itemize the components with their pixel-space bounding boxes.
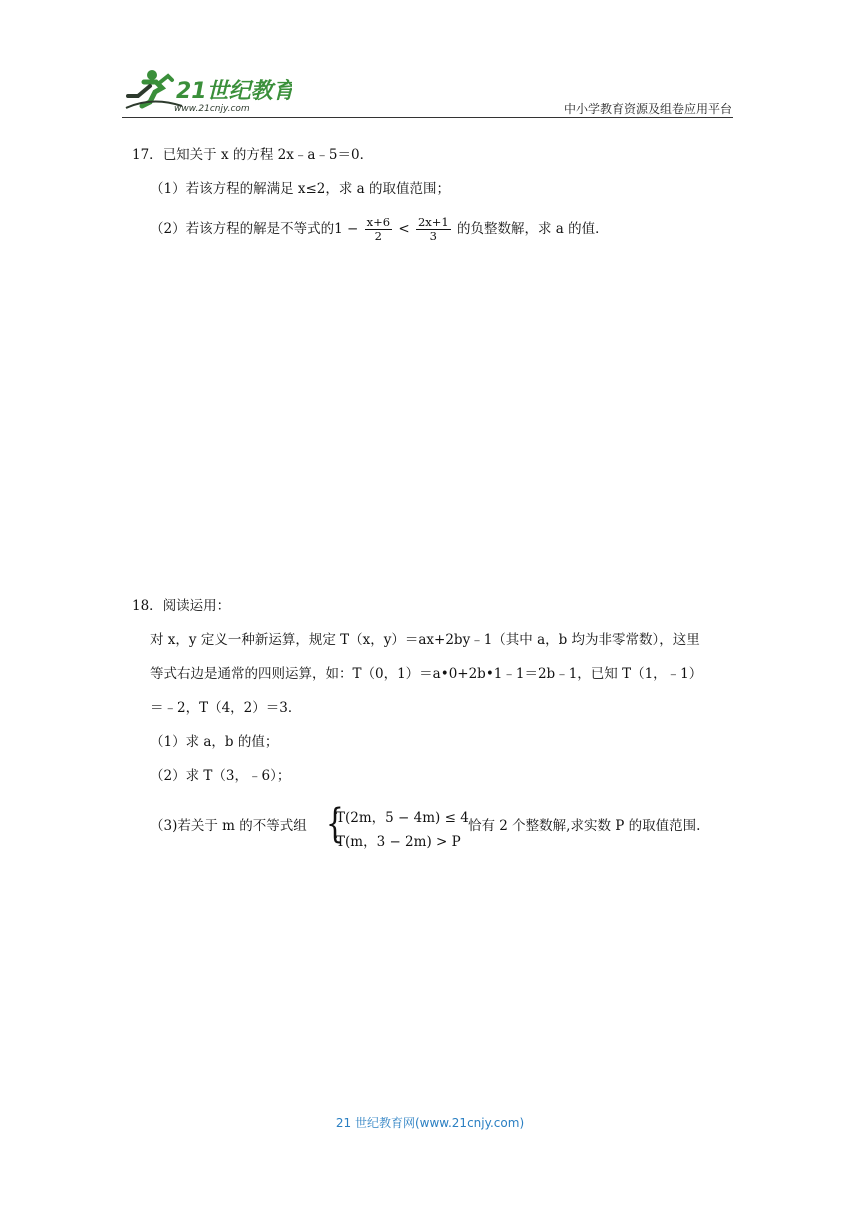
q17-stem <box>132 146 373 164</box>
q18-part2: （2）求 T（3，﹣6）； <box>150 768 291 784</box>
q18-title <box>132 597 230 615</box>
less-than-sign: < <box>398 221 410 237</box>
q18-part1: （1）求 a，b 的值； <box>150 734 279 750</box>
frac2-numerator: 2x+1 <box>417 215 449 229</box>
fraction-x-plus-6-over-2 <box>365 216 392 243</box>
system-line-1: T(2m，5 − 4m) ≤ 4 <box>336 810 469 826</box>
q17-stem-text: 已知关于 x 的方程 2x﹣a﹣5＝0． <box>162 147 374 163</box>
left-brace: { <box>326 801 344 847</box>
q18-number: 18． <box>132 598 163 614</box>
q18-title-text: 阅读运用： <box>162 598 231 614</box>
logo-graphic <box>122 66 292 114</box>
q17-part2 <box>150 216 609 243</box>
frac1-denominator: 2 <box>374 229 382 243</box>
inequality-system <box>326 802 476 850</box>
fraction-2x-plus-1-over-3 <box>416 216 451 243</box>
q18-paragraph-line3: ＝﹣2，T（4，2）＝3． <box>150 700 302 716</box>
q18-part3-prefix: （3)若关于 m 的不等式组 <box>150 818 307 834</box>
platform-tagline: 中小学教育资源及组卷应用平台 <box>563 102 732 116</box>
q17-part2-prefix: （2）若该方程的解是不等式的1 − <box>150 221 359 237</box>
footer-site-text: 21 世纪教育网(www.21cnjy.com) <box>335 1116 525 1130</box>
frac2-denominator: 3 <box>429 229 437 243</box>
frac1-numerator: x+6 <box>366 215 391 229</box>
logo-text: 21世纪教育 <box>176 79 292 104</box>
q18-paragraph-line2: 等式右边是通常的四则运算，如：T（0，1）＝a•0+2b•1﹣1＝2b﹣1，已知 T（1，﹣1） <box>150 666 703 682</box>
header-divider <box>122 117 733 118</box>
logo <box>122 66 292 114</box>
q17-number: 17． <box>132 147 163 163</box>
system-line-2: T(m，3 − 2m) > P <box>336 834 461 850</box>
q17-part2-suffix: 的负整数解，求 a 的值． <box>457 221 609 237</box>
q18-part3-suffix: 恰有 2 个整数解,求实数 P 的取值范围. <box>468 818 701 834</box>
logo-url-text: www.21cnjy.com <box>174 104 250 114</box>
q18-paragraph-line1: 对 x，y 定义一种新运算，规定 T（x，y）＝ax+2by﹣1（其中 a，b 均为非零常数），这里 <box>150 632 700 648</box>
q17-part1: （1）若该方程的解满足 x≤2，求 a 的取值范围； <box>150 181 451 197</box>
